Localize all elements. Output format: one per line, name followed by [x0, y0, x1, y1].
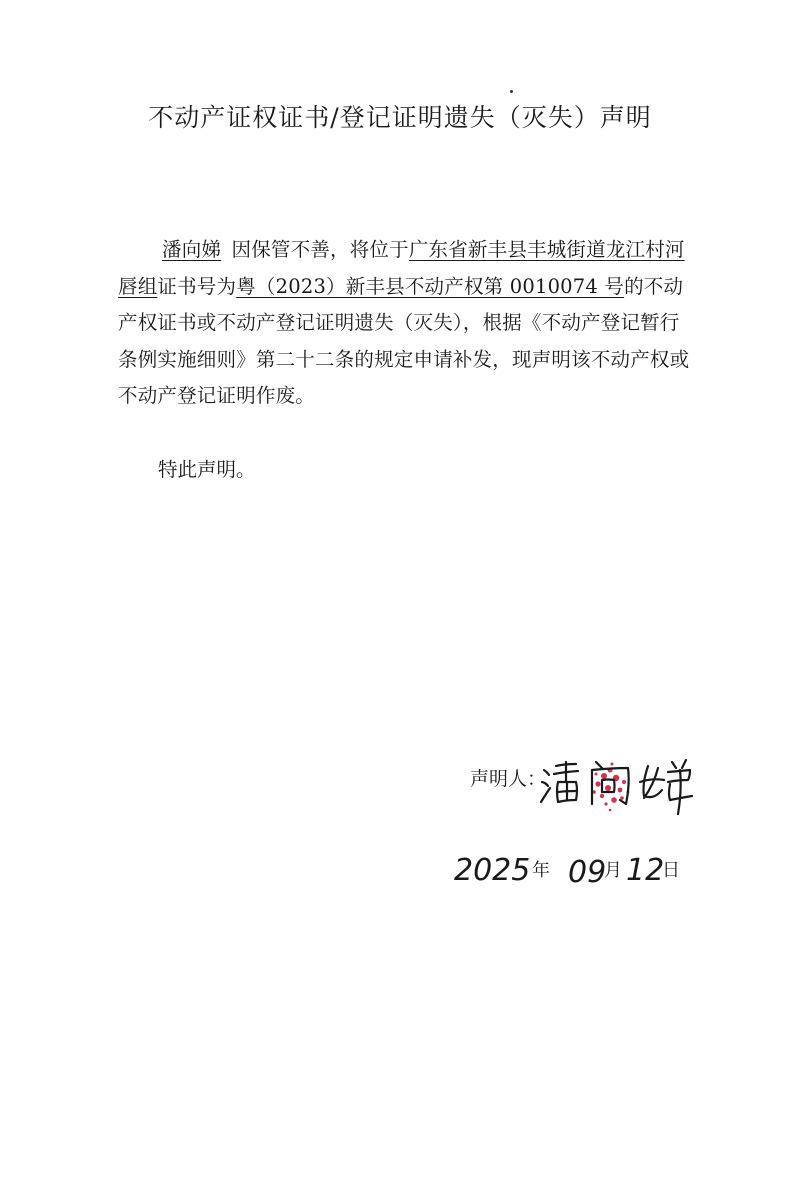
certificate-number: 粤（2023）新丰县不动产权第 0010074 号	[236, 274, 625, 298]
date-month-unit: 月	[604, 860, 622, 881]
date-day: 12	[626, 853, 665, 888]
signature-text: 潘向娣	[536, 748, 539, 749]
date-year: 2025	[454, 853, 531, 888]
body-text-2: 证书号为	[157, 274, 237, 298]
body-text-3: 的不动产权证书或不动产登记证明遗失（灭失），根据《不动产登记暂行条例实施细则》第二十二条的规定申请补发，现声明该不动产权或不动产登记证明作废。	[118, 274, 690, 407]
closing-statement: 特此声明。	[158, 458, 256, 481]
body-text-1: 因保管不善，将位于	[225, 238, 409, 261]
property-address: 广东省新丰县丰城街道龙江村河唇组	[118, 238, 685, 298]
page-title: 不动产证权证书/登记证明遗失（灭失）声明	[148, 103, 652, 132]
stray-dot	[510, 90, 513, 93]
date-month: 09	[568, 855, 607, 890]
declarant-name: 潘向娣	[162, 238, 222, 261]
date-day-unit: 日	[662, 860, 680, 881]
declaration-body	[118, 232, 698, 415]
handwritten-signature	[536, 748, 706, 818]
signer-label: 声明人：	[470, 768, 547, 790]
handwritten-date	[450, 842, 710, 902]
date-year-unit: 年	[532, 860, 550, 881]
